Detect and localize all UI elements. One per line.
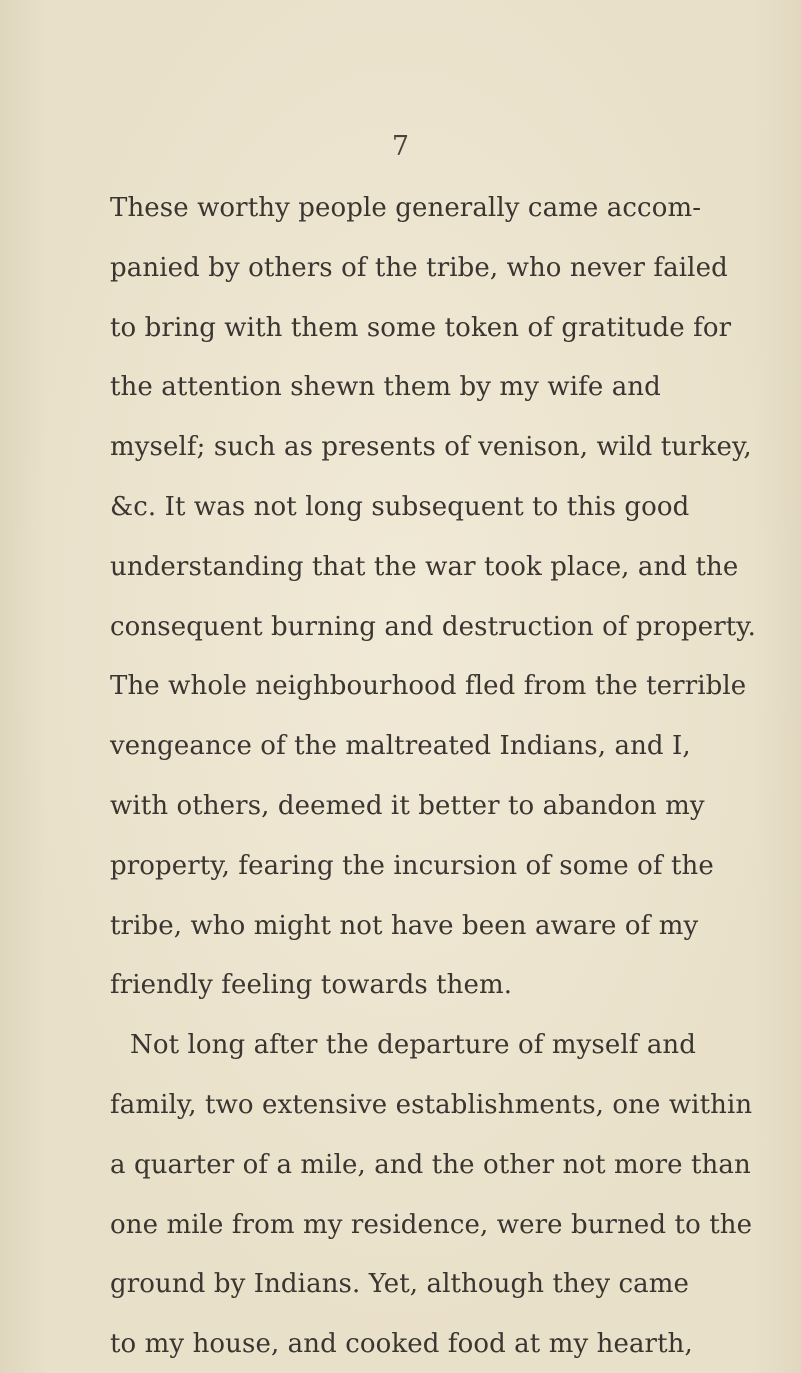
text-line: property, fearing the incursion of some of the <box>110 850 714 881</box>
text-line: These worthy people generally came accom- <box>110 193 702 223</box>
text-line: myself; such as presents of venison, wild turkey, <box>110 432 752 463</box>
text-line: &c. It was not long subsequent to this good <box>110 491 690 522</box>
text-line: one mile from my residence, were burned to the <box>110 1209 753 1240</box>
text-line: The whole neighbourhood fled from the terrible <box>110 671 747 702</box>
text-line: ground by Indians. Yet, although they came <box>110 1269 689 1300</box>
body-text <box>110 186 756 1373</box>
text-line: to bring with them some token of gratitude for <box>110 312 732 343</box>
text-line: tribe, who might not have been aware of my <box>110 910 699 941</box>
text-line: family, two extensive establishments, one within <box>110 1089 753 1120</box>
text-line: to my house, and cooked food at my hearth, <box>110 1329 693 1360</box>
text-line: with others, deemed it better to abandon my <box>110 790 705 821</box>
text-line: vengeance of the maltreated Indians, and I, <box>110 731 691 762</box>
text-line: consequent burning and destruction of property. <box>110 611 756 642</box>
text-line: Not long after the departure of myself and <box>130 1030 697 1061</box>
text-line: friendly feeling towards them. <box>110 970 513 1001</box>
text-line: panied by others of the tribe, who never failed <box>110 252 728 283</box>
text-line: a quarter of a mile, and the other not more than <box>110 1149 751 1180</box>
text-line: the attention shewn them by my wife and <box>110 372 661 403</box>
page-number: 7 <box>391 131 410 162</box>
text-line: understanding that the war took place, and the <box>110 551 739 582</box>
